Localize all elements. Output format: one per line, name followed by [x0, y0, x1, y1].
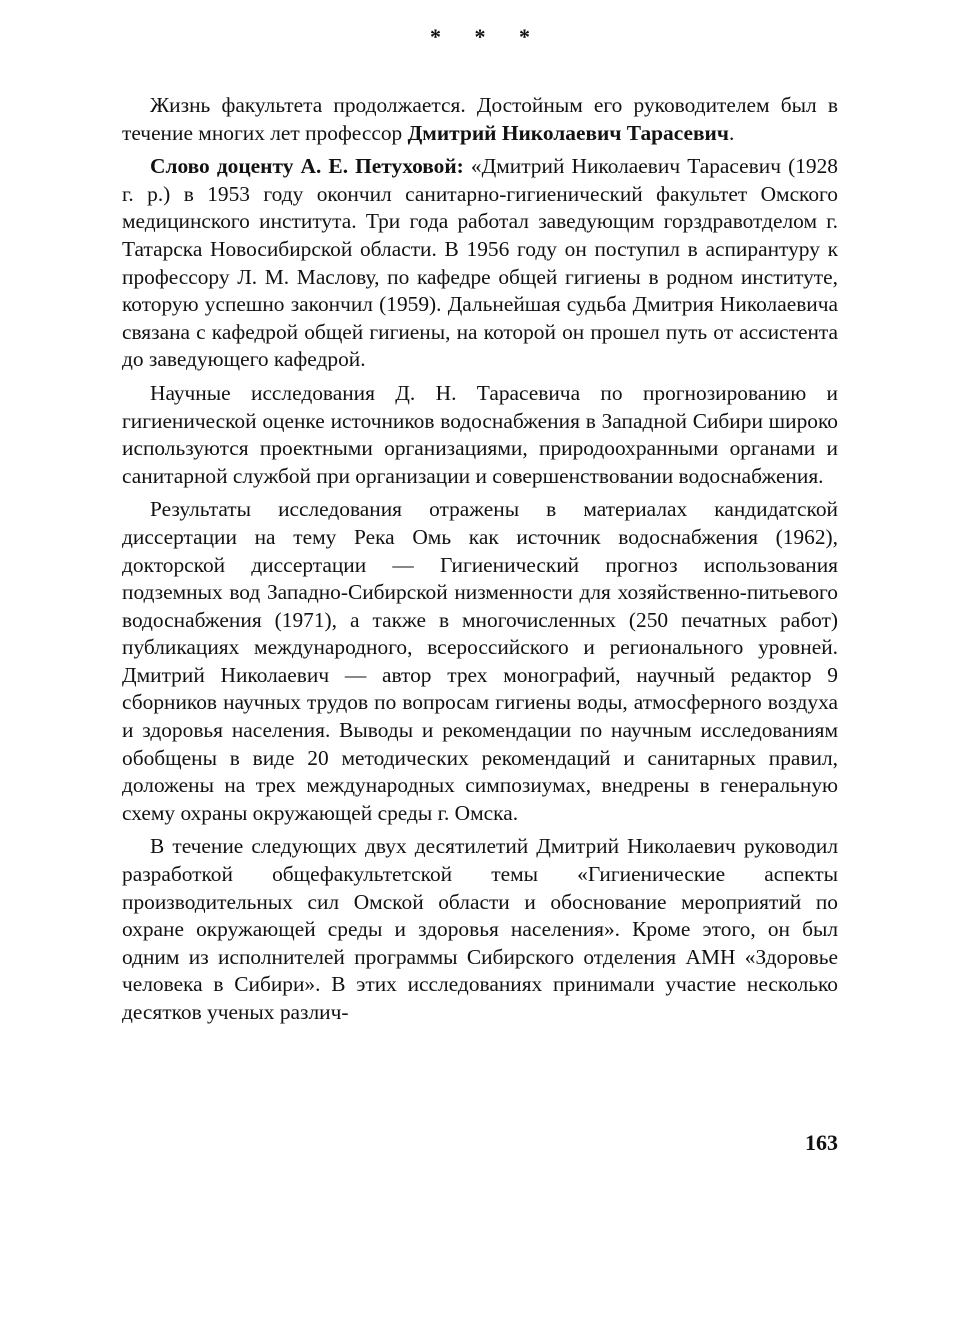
professor-name: Дмитрий Николаевич Тарасевич — [407, 120, 729, 145]
paragraph-2-text: «Дмитрий Николаевич Тарасевич (1928 г. р.) в 1953 году окончил санитарно-гигиенический факультет Омского медицинского института. Три года работал заведующим горздравотделом г. Татарска Новосибирской области. В 1956 году он поступил в аспирантуру к профессору Л. М. Маслову, по кафедре общей гигиены в родном институте, которую успешно закончил (1959). Дальнейшая судьба Дмитрия Николаевича связана с кафедрой общей гигиены, на которой он прошел путь от ассистента до заведующего кафедрой. — [122, 154, 838, 372]
paragraph-2-lead: Слово доценту А. Е. Петуховой: — [150, 154, 464, 179]
paragraph-1 — [122, 92, 838, 147]
page-body — [122, 20, 838, 1033]
paragraph-1-tail: . — [728, 120, 735, 145]
paragraph-3: Научные исследования Д. Н. Тарасевича по прогнозированию и гигиенической оценке источников водоснабжения в Западной Сибири широко используются проектными организациями, природоохранными органами и санитарной службой при организации и совершенствовании водоснабжения. — [122, 380, 838, 488]
paragraph-5: В течение следующих двух десятилетий Дмитрий Николаевич руководил разработкой общефакультетской темы «Гигиенические аспекты производительных сил Омской области и обоснование мероприятий по охране окружающей среды и здоровья населения». Кроме этого, он был одним из исполнителей программы Сибирского отделения АМН «Здоровье человека в Сибири». В этих исследованиях принимали участие несколько десятков ученых различ- — [122, 834, 838, 1024]
paragraph-4: Результаты исследования отражены в материалах кандидатской диссертации на тему Река Омь как источник водоснабжения (1962), докторской диссертации — Гигиенический прогноз использования подземных вод Западно-Сибирской низменности для хозяйственно-питьевого водоснабжения (1971), а также в многочисленных (250 печатных работ) публикациях международного, всероссийского и регионального уровней. Дмитрий Николаевич — автор трех монографий, научный редактор 9 сборников научных трудов по вопросам гигиены воды, атмосферного воздуха и здоровья населения. Выводы и рекомендации по научным исследованиям обобщены в виде 20 методических рекомендаций и санитарных правил, доложены на трех международных симпозиумах, внедрены в генеральную схему охраны окружающей среды г. Омска. — [122, 497, 838, 825]
paragraph-2 — [122, 153, 838, 374]
paragraph-1-text: Жизнь факультета продолжается. Достойным его руководителем был в течение многих лет профессор — [122, 93, 838, 145]
page-number: 163 — [805, 1130, 838, 1155]
section-separator: * * * — [430, 24, 544, 49]
